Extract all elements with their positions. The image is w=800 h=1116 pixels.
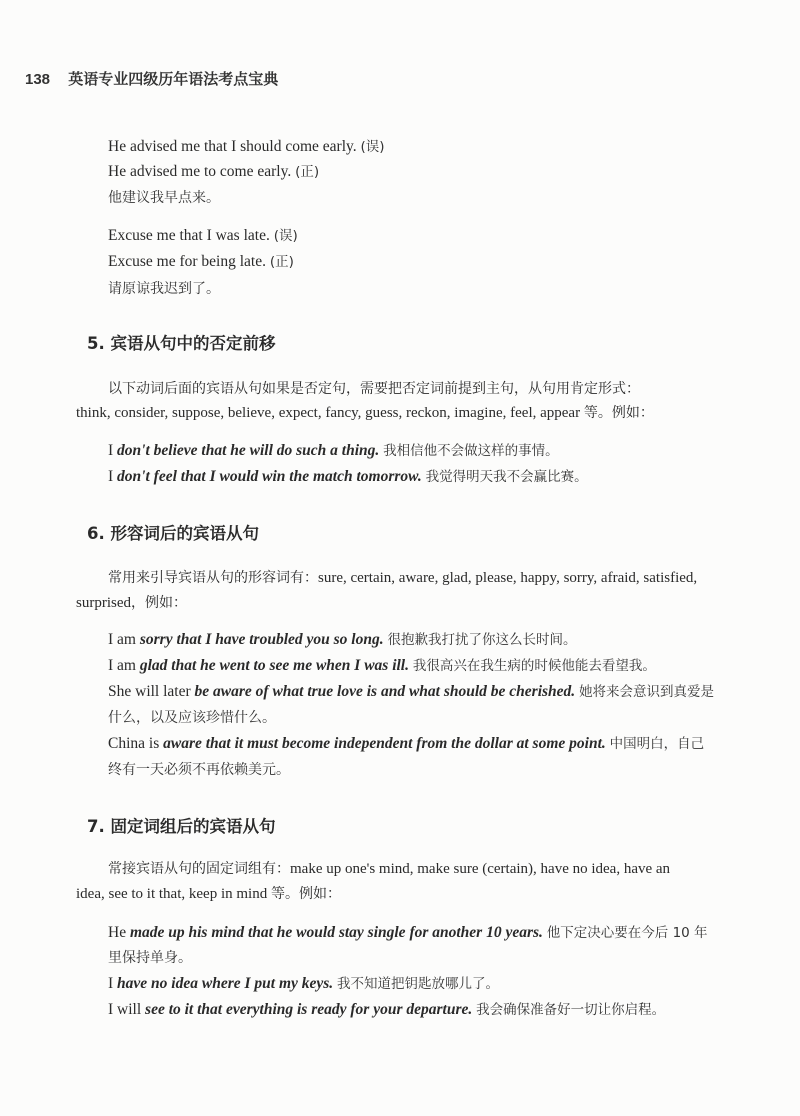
paragraph-line: think, consider, suppose, believe, expect, fancy, guess, reckon, imagine, feel, appear 等。例如：	[76, 405, 654, 421]
example-line: He made up his mind that he would stay single for another 10 years. 他下定决心要在今后 10 年	[108, 924, 708, 941]
example-line: Excuse me for being late. (正)	[108, 253, 294, 270]
section-heading: 7. 固定词组后的宾语从句	[87, 817, 276, 836]
example-line: He advised me that I should come early. (误)	[108, 138, 385, 155]
example-line: I don't feel that I would win the match tomorrow. 我觉得明天我不会赢比赛。	[108, 468, 588, 485]
translation-line: 里保持单身。	[108, 950, 192, 966]
paragraph-line: idea, see to it that, keep in mind 等。例如：	[76, 886, 341, 902]
example-line: She will later be aware of what true love is and what should be cherished. 她将来会意识到真爱是	[108, 683, 715, 700]
paragraph-line: 常接宾语从句的固定词组有：make up one's mind, make sure (certain), have no idea, have an	[108, 861, 671, 877]
page-number: 138	[25, 71, 51, 88]
section-heading: 6. 形容词后的宾语从句	[87, 524, 259, 543]
example-line: Excuse me that I was late. (误)	[108, 227, 298, 244]
example-line: I don't believe that he will do such a thing. 我相信他不会做这样的事情。	[108, 442, 559, 459]
translation-line: 他建议我早点来。	[108, 190, 220, 206]
section-heading: 5. 宾语从句中的否定前移	[87, 334, 276, 353]
translation-line: 终有一天必须不再依赖美元。	[108, 762, 290, 778]
example-line: I am sorry that I have troubled you so long. 很抱歉我打扰了你这么长时间。	[108, 631, 577, 648]
example-line: I have no idea where I put my keys. 我不知道把钥匙放哪儿了。	[108, 975, 500, 992]
paragraph-line: 常用来引导宾语从句的形容词有：sure, certain, aware, glad, please, happy, sorry, afraid, satisfied,	[108, 570, 698, 586]
translation-line: 请原谅我迟到了。	[108, 281, 220, 297]
paragraph-line: 以下动词后面的宾语从句如果是否定句，需要把否定词前提到主句，从句用肯定形式：	[108, 381, 640, 397]
book-title: 英语专业四级历年语法考点宝典	[68, 71, 279, 88]
page-header	[25, 68, 278, 89]
paragraph-line: surprised，例如：	[76, 595, 187, 611]
example-line: I am glad that he went to see me when I was ill. 我很高兴在我生病的时候他能去看望我。	[108, 657, 656, 674]
example-line: He advised me to come early. (正)	[108, 163, 320, 180]
example-line: I will see to it that everything is ready for your departure. 我会确保准备好一切让你启程。	[108, 1001, 666, 1018]
example-line: China is aware that it must become independent from the dollar at some point. 中国明白，自己	[108, 735, 705, 752]
translation-line: 什么，以及应该珍惜什么。	[108, 710, 276, 726]
